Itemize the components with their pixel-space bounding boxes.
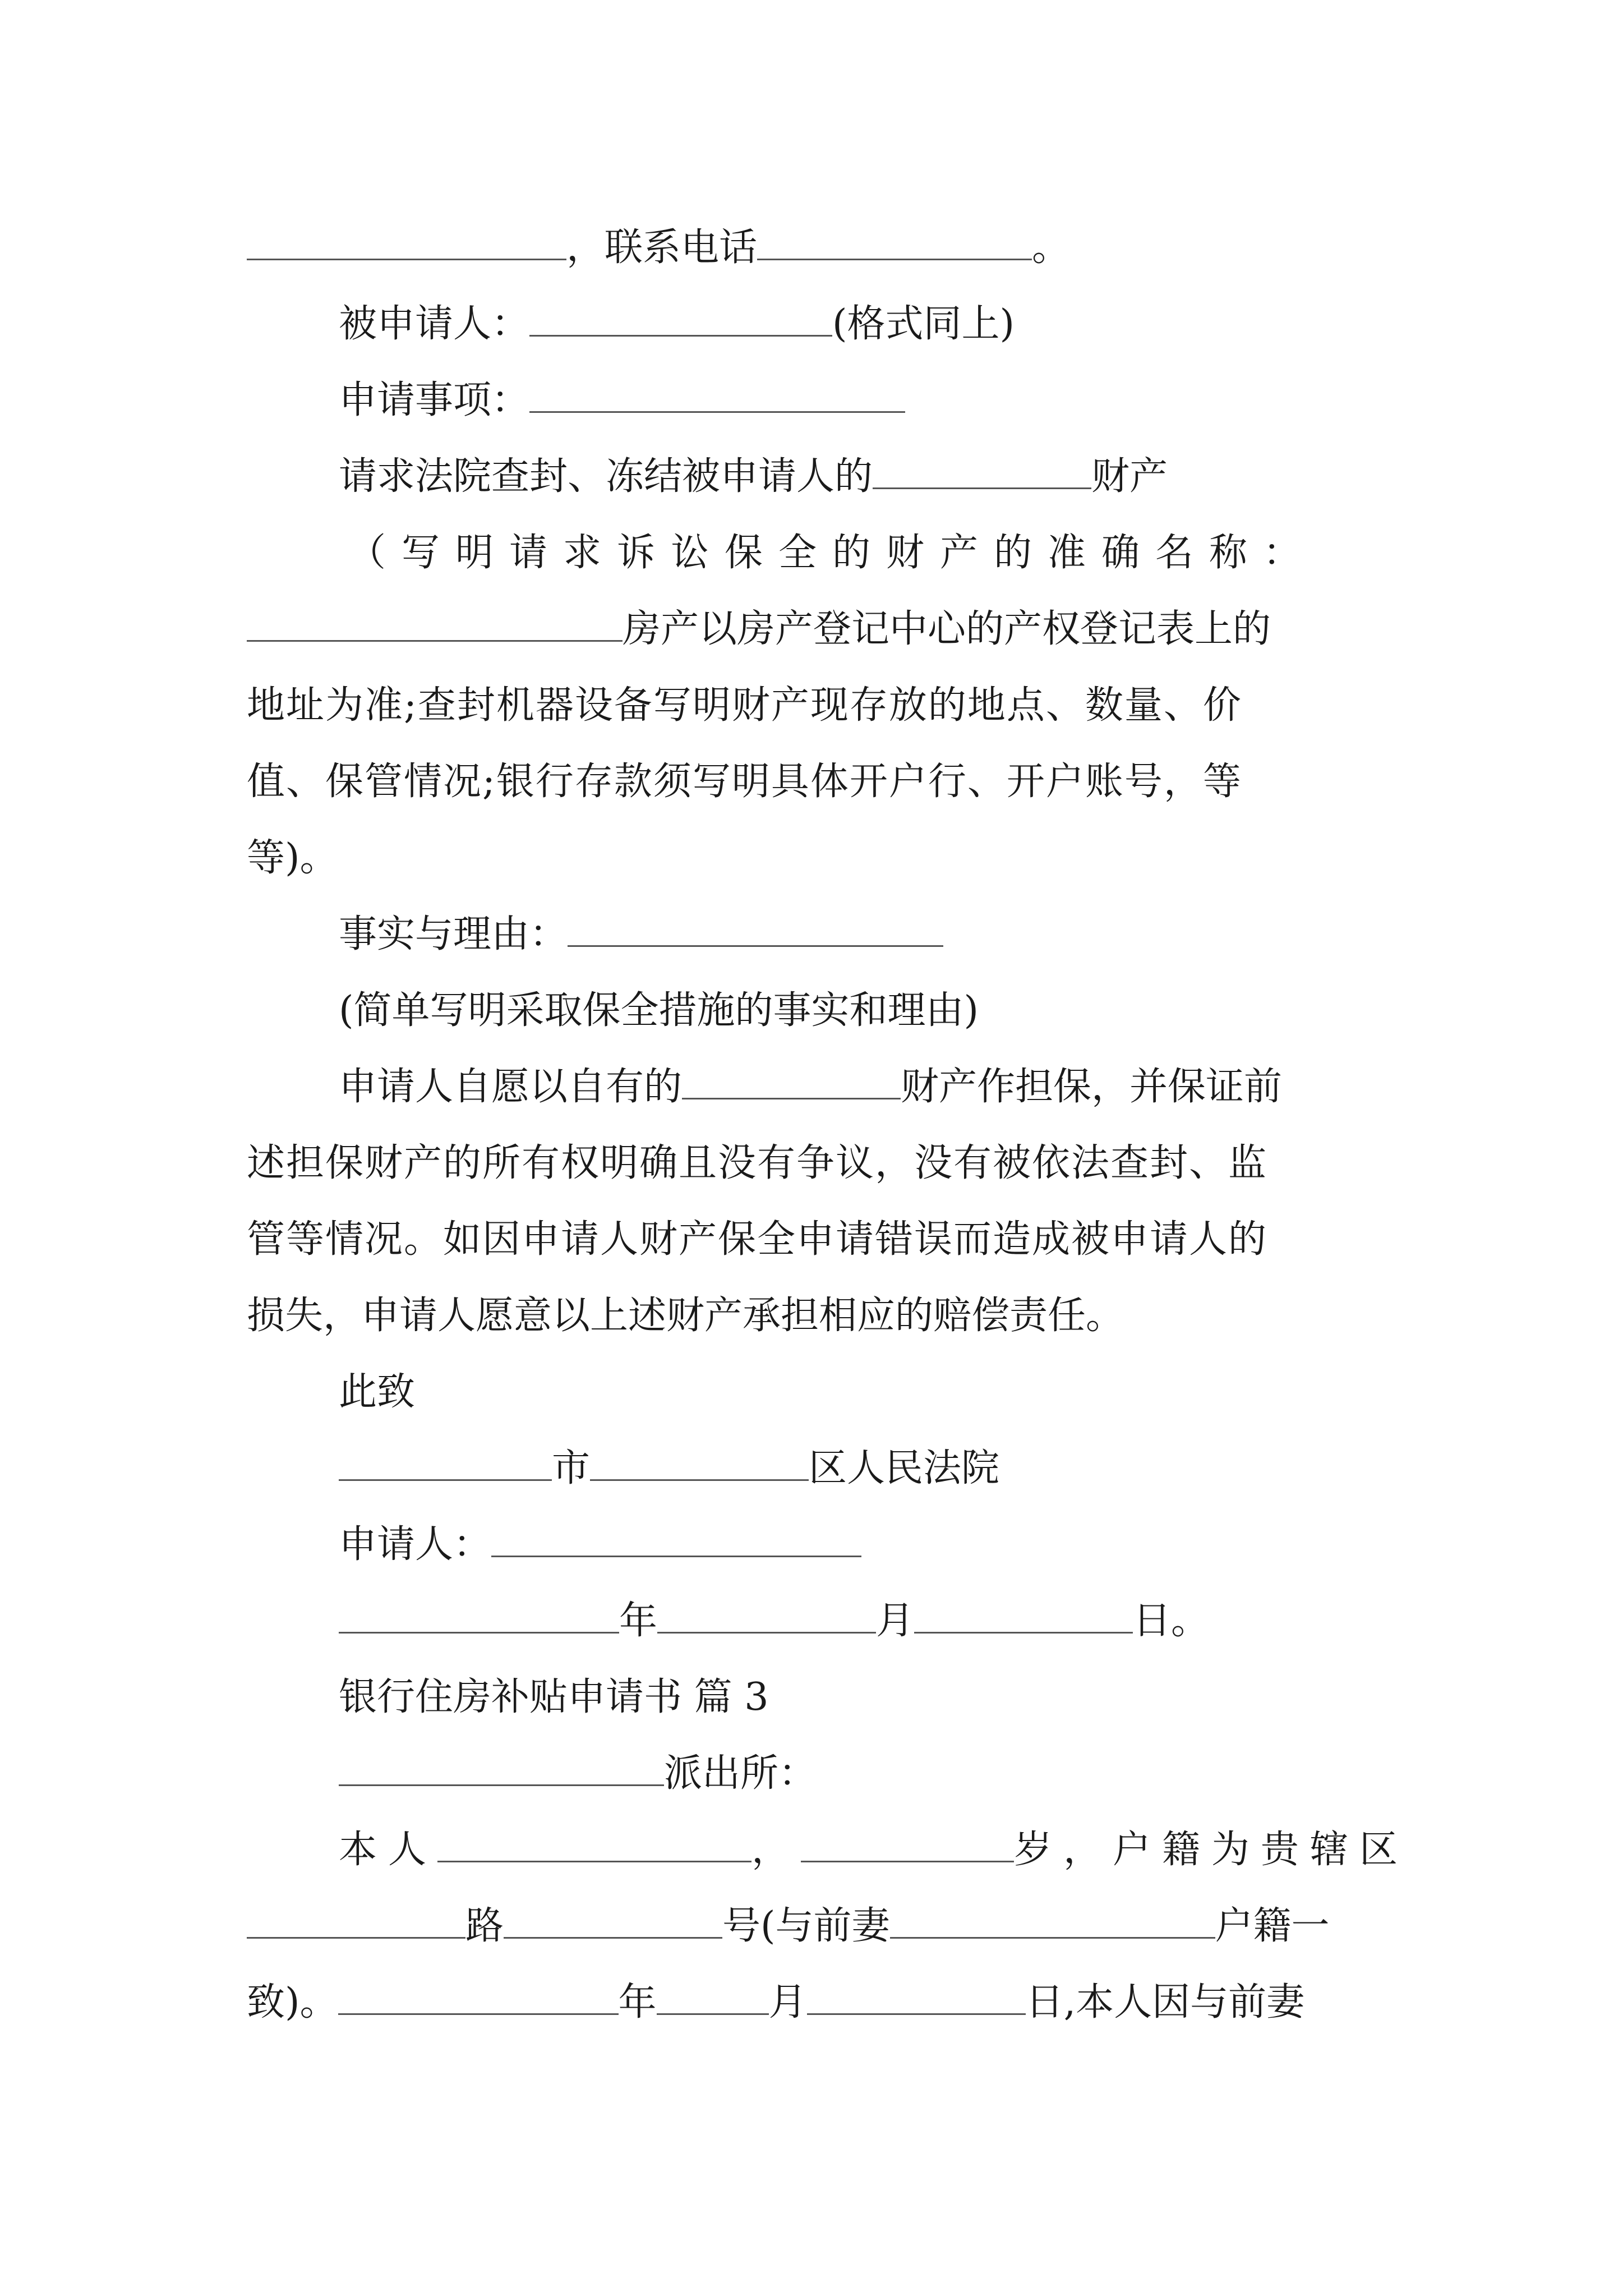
text: 请求法院查封、冻结被申请人的 [339,454,873,499]
applicant-blank-field[interactable] [491,1521,861,1557]
address-line [247,1898,1330,1954]
text: 月 [768,1980,807,2024]
year-blank-field[interactable] [338,1978,619,2015]
text: 等)。 [247,836,338,880]
applicant-line [339,1517,861,1573]
paragraph-line [247,754,1242,810]
text: 事实与理由： [339,912,568,956]
text: ，联系电话 [566,226,758,270]
paragraph-line [247,1288,1124,1344]
text: 致)。 [247,1980,338,2024]
text: ， [751,1828,801,1872]
text: 申请事项： [339,378,530,422]
city-blank-field[interactable] [339,1444,552,1481]
facts-reasons-line [339,907,943,963]
text: （写明请求诉讼保全的财产的准确名称： [348,531,1317,575]
text: 管等情况。如因申请人财产保全申请错误而造成被申请人的 [247,1217,1268,1262]
property-name-blank-field[interactable] [247,605,623,642]
blank-field[interactable] [247,224,566,260]
district-blank-field[interactable] [590,1444,809,1481]
facts-blank-field[interactable] [568,910,943,947]
text: 本人 [339,1828,438,1872]
guarantee-blank-field[interactable] [682,1063,901,1099]
text: 年 [619,1599,658,1643]
guarantee-line [339,1059,1282,1115]
text: 财产 [1091,454,1168,499]
text: (简单写明采取保全措施的事实和理由) [339,988,979,1033]
road-blank-field[interactable] [247,1902,465,1939]
text: 户籍一 [1215,1904,1330,1948]
text: 损失，申请人愿意以上述财产承担相应的赔偿责任。 [247,1294,1124,1338]
text: 区人民法院 [809,1446,1000,1490]
court-line [339,1441,999,1497]
text: 财产作担保，并保证前 [901,1065,1283,1109]
respondent-blank-field[interactable] [529,300,832,337]
respondent-line [339,296,1015,352]
matter-blank-field[interactable] [529,376,905,413]
month-blank-field[interactable] [657,1978,769,2015]
date-line [339,1593,1209,1649]
text: (格式同上) [832,302,1015,346]
text: 。 [1032,226,1071,270]
text: 年 [618,1980,657,2024]
paragraph-line [247,678,1242,734]
text: 申请人： [339,1522,492,1567]
text: 银行住房补贴申请书 篇 3 [339,1675,769,1719]
day-blank-field[interactable] [807,1978,1026,2015]
age-blank-field[interactable] [801,1826,1014,1862]
paragraph-line [247,1135,1267,1191]
text: 日,本人因与前妻 [1025,1980,1305,2024]
text: 房产以房产登记中心的产权登记表上的 [623,607,1271,651]
name-blank-field[interactable] [437,1826,751,1862]
text: 号(与前妻 [722,1904,890,1948]
paragraph-line [247,830,338,886]
phone-blank-field[interactable] [757,224,1032,260]
text: 此致 [339,1370,416,1414]
month-blank-field[interactable] [657,1597,876,1634]
police-station-line [339,1746,817,1802]
section-heading [339,1669,769,1726]
number-blank-field[interactable] [504,1902,722,1939]
request-line [339,449,1168,505]
year-blank-field[interactable] [339,1597,619,1634]
property-blank-field[interactable] [873,453,1091,489]
text: 月 [876,1599,915,1643]
contact-phone-line [247,220,1070,276]
salutation-line [339,1364,415,1420]
facts-note-line [339,983,979,1039]
text: 派出所： [664,1751,817,1796]
note-line [247,601,1271,657]
day-blank-field[interactable] [914,1597,1133,1634]
application-matter-line [339,372,905,429]
paragraph-line [247,1212,1267,1268]
text: 值、保管情况;银行存款须写明具体开户行、开户账号，等 [247,760,1242,804]
text: 市 [552,1446,591,1490]
text: 岁，户籍为贵辖区 [1014,1828,1409,1872]
text: 日。 [1133,1599,1210,1643]
text: 申请人自愿以自有的 [339,1065,683,1109]
note-line [348,525,1317,581]
text: 述担保财产的所有权明确且没有争议，没有被依法查封、监 [247,1141,1268,1185]
ex-wife-blank-field[interactable] [890,1902,1215,1939]
text: 地址为准;查封机器设备写明财产现存放的地点、数量、价 [247,683,1242,728]
date-line [247,1975,1304,2031]
text: 被申请人： [339,302,530,346]
police-station-blank-field[interactable] [339,1750,664,1786]
text: 路 [465,1904,504,1948]
personal-info-line [339,1822,1409,1878]
